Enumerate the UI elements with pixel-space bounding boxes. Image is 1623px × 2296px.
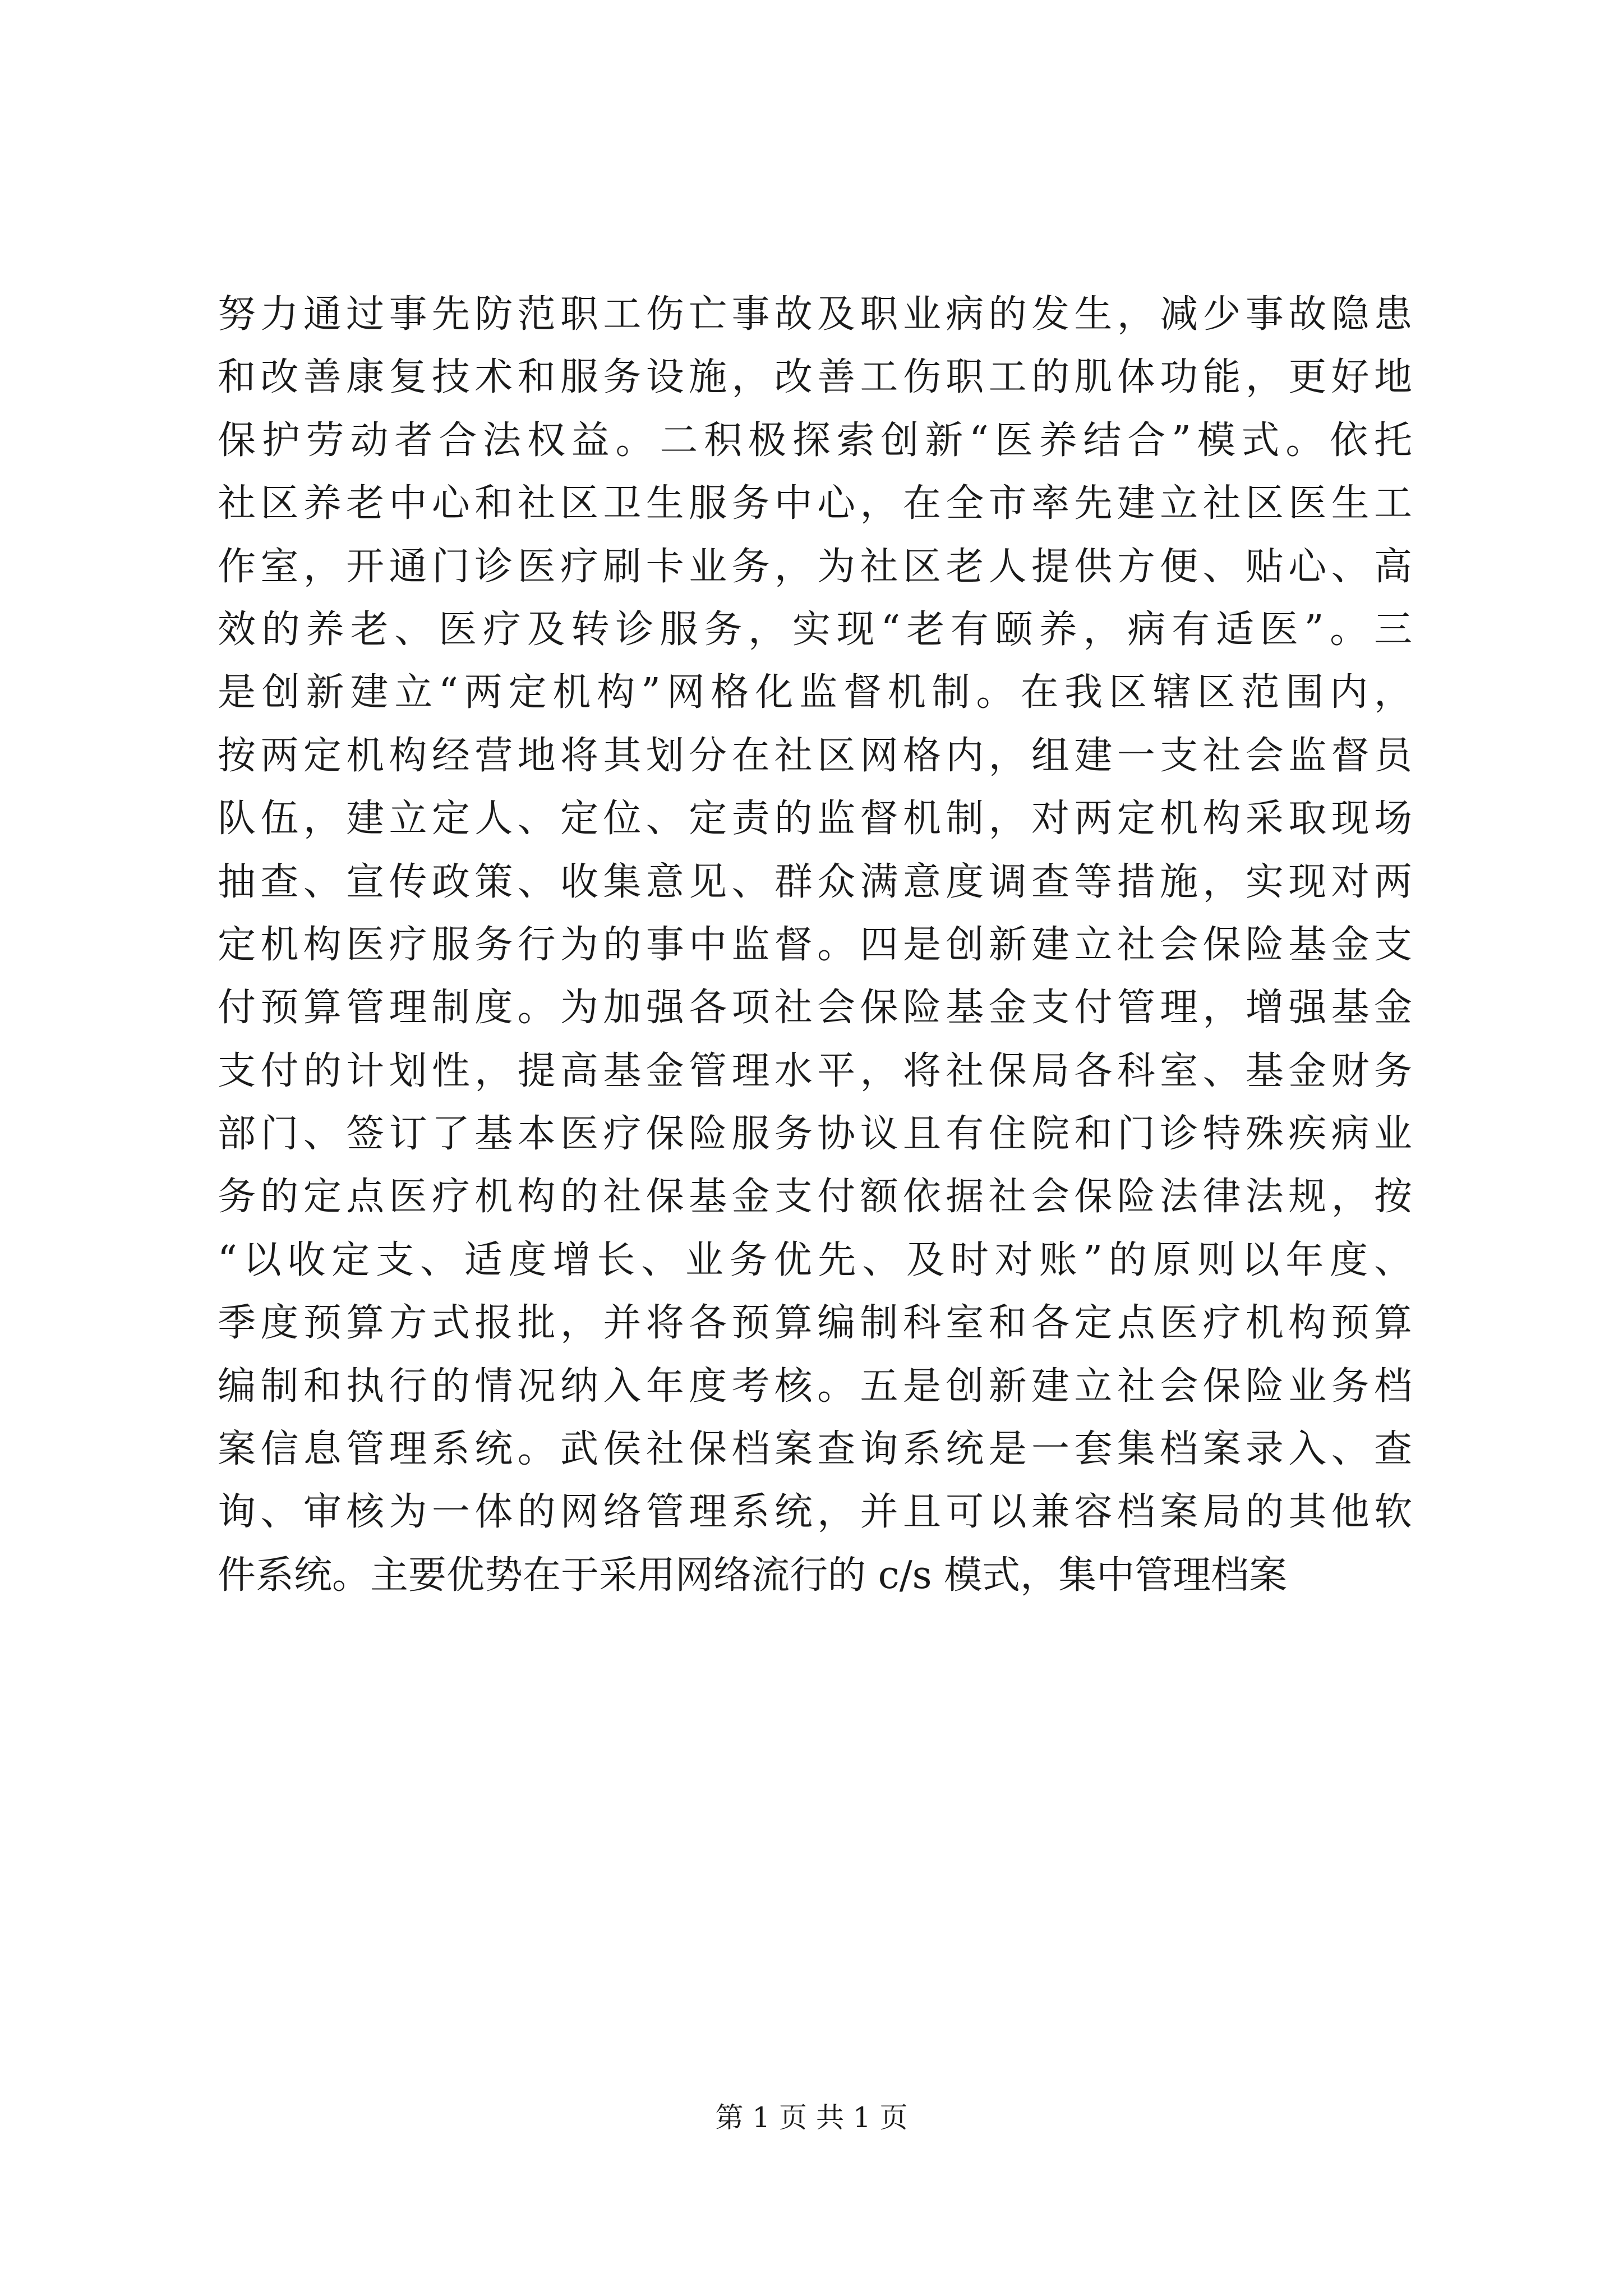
text-line: 编制和执行的情况纳入年度考核。五是创新建立社会保险业务档 <box>218 1364 1412 1409</box>
text-line: 询、审核为一体的网络管理系统，并且可以兼容档案局的其他软 <box>218 1490 1412 1535</box>
text-line: 和改善康复技术和服务设施，改善工伤职工的肌体功能，更好地 <box>218 355 1412 400</box>
body-text <box>218 283 1412 1607</box>
page-number-label: 第 1 页 共 1 页 <box>715 2101 908 2134</box>
text-line: 定机构医疗服务行为的事中监督。四是创新建立社会保险基金支 <box>218 922 1412 967</box>
text-line: 部门、签订了基本医疗保险服务协议且有住院和门诊特殊疾病业 <box>218 1112 1412 1157</box>
text-line: 是创新建立“两定机构”网格化监督机制。在我区辖区范围内， <box>218 670 1412 715</box>
text-line: 努力通过事先防范职工伤亡事故及职业病的发生，减少事故隐患 <box>218 292 1412 337</box>
text-line: 保护劳动者合法权益。二积极探索创新“医养结合”模式。依托 <box>218 418 1412 463</box>
text-line: 按两定机构经营地将其划分在社区网格内，组建一支社会监督员 <box>218 733 1412 778</box>
text-line: 季度预算方式报批，并将各预算编制科室和各定点医疗机构预算 <box>218 1301 1412 1346</box>
text-line: 付预算管理制度。为加强各项社会保险基金支付管理，增强基金 <box>218 986 1412 1030</box>
text-line: “以收定支、适度增长、业务优先、及时对账”的原则以年度、 <box>218 1237 1412 1282</box>
text-line: 抽查、宣传政策、收集意见、群众满意度调查等措施，实现对两 <box>218 859 1412 904</box>
text-line: 效的养老、医疗及转诊服务，实现“老有颐养，病有适医”。三 <box>218 607 1412 652</box>
page-footer <box>0 2098 1623 2137</box>
text-line: 作室，开通门诊医疗刷卡业务，为社区老人提供方便、贴心、高 <box>218 544 1412 589</box>
text-line: 社区养老中心和社区卫生服务中心，在全市率先建立社区医生工 <box>218 481 1412 526</box>
text-line: 务的定点医疗机构的社保基金支付额依据社会保险法律法规，按 <box>218 1175 1412 1220</box>
text-line: 支付的计划性，提高基金管理水平，将社保局各科室、基金财务 <box>218 1048 1412 1093</box>
text-line: 案信息管理系统。武侯社保档案查询系统是一套集档案录入、查 <box>218 1427 1412 1472</box>
text-line: 队伍，建立定人、定位、定责的监督机制，对两定机构采取现场 <box>218 797 1412 841</box>
text-line: 件系统。主要优势在于采用网络流行的 c/s 模式，集中管理档案 <box>218 1553 1288 1598</box>
